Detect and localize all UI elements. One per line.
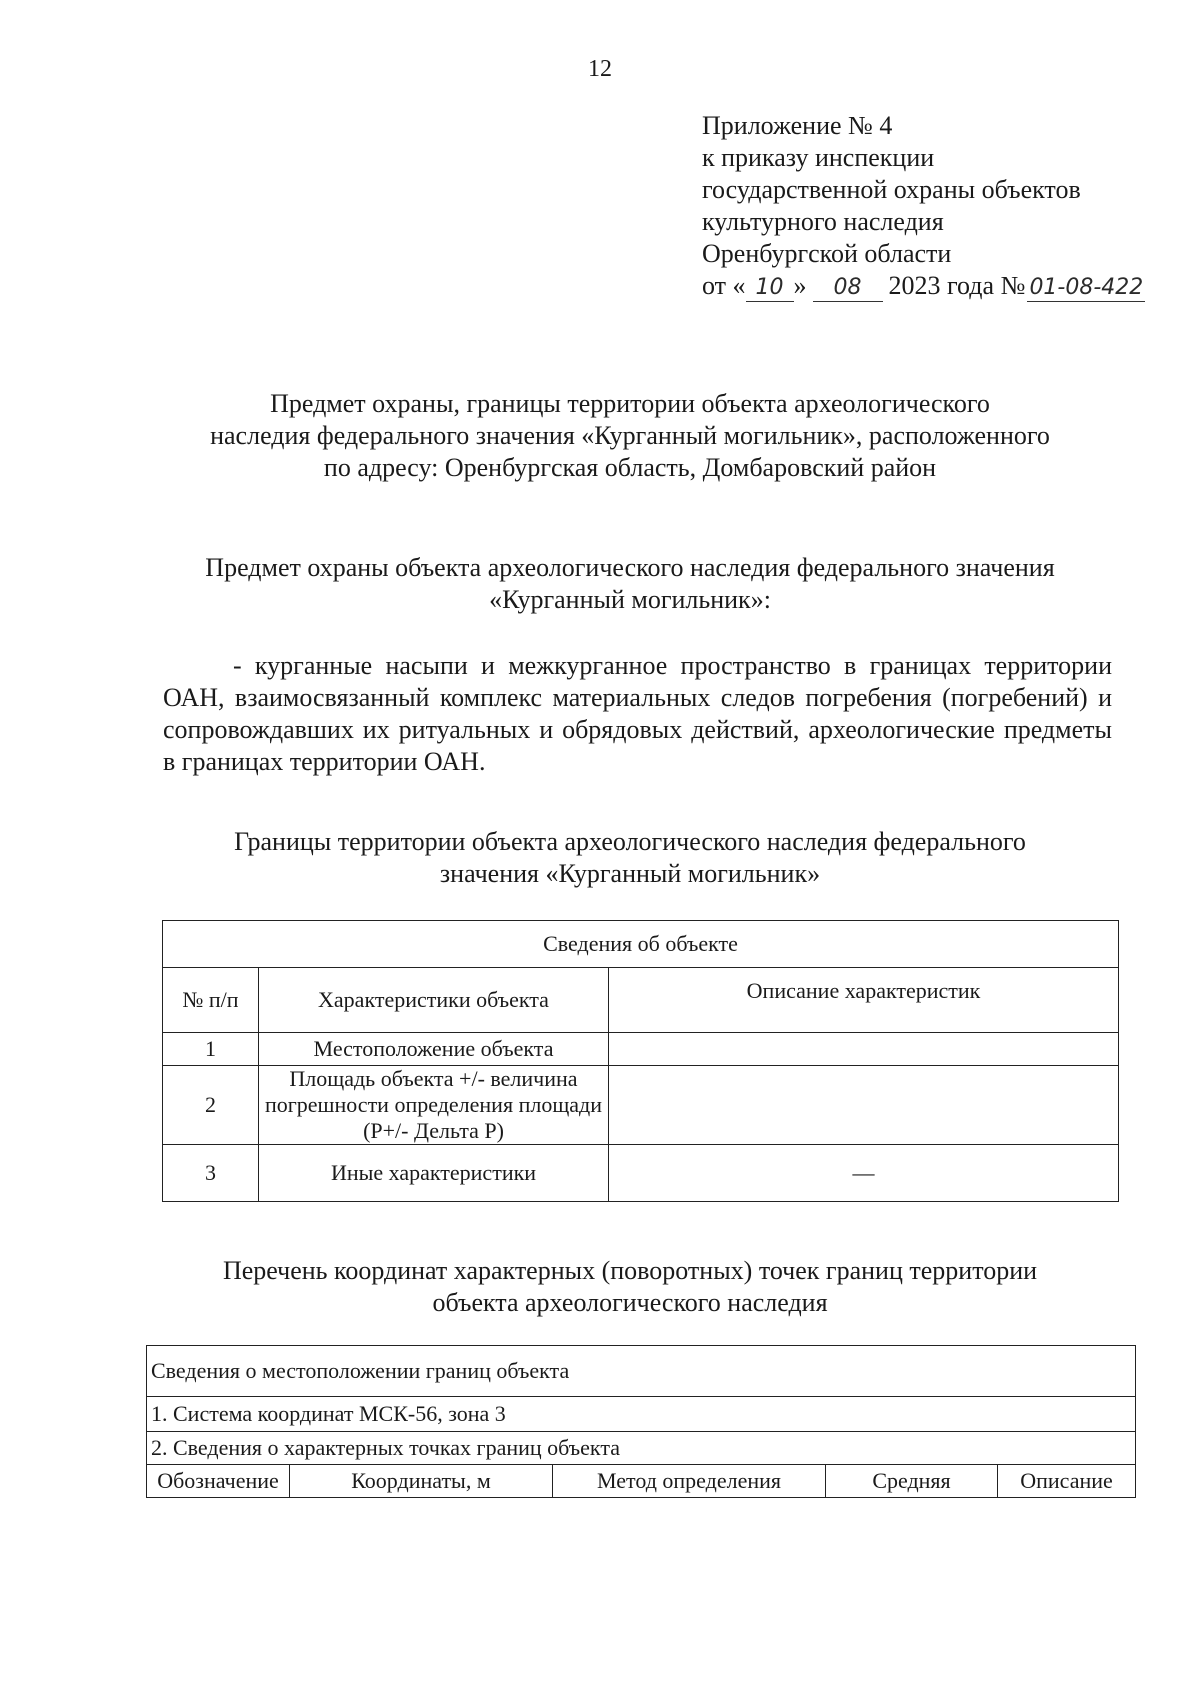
- order-number-handwritten: 01-08-422: [1027, 275, 1145, 302]
- coords-table-row-system: 1. Система координат МСК-56, зона 3: [147, 1397, 1136, 1432]
- title-line-1: Предмет охраны, границы территории объекта археологического: [270, 389, 990, 418]
- row-characteristic: Иные характеристики: [259, 1145, 609, 1202]
- subject-section-title: [150, 552, 1110, 616]
- row-num: 3: [163, 1145, 259, 1202]
- row-description: [609, 1066, 1119, 1145]
- subject-paragraph: - курганные насыпи и межкурганное пространство в границах территории ОАН, взаимосвязанный комплекс материальных следов погребения (погребений) и сопровождавших их ритуальных и обрядовых действий, археологические предметы в границах территории ОАН.: [163, 651, 1112, 776]
- coords-col-method: Метод определения: [553, 1465, 826, 1498]
- object-table-header: Сведения об объекте: [163, 921, 1119, 968]
- row-num: 2: [163, 1066, 259, 1145]
- table-row: [163, 1033, 1119, 1066]
- subject-title-line-1: Предмет охраны объекта археологического наследия федерального значения: [205, 553, 1055, 582]
- coords-table-row-location: Сведения о местоположении границ объекта: [147, 1346, 1136, 1397]
- table-row: [163, 1145, 1119, 1202]
- annex-line-4: культурного наследия: [702, 207, 944, 236]
- coords-col-coordinates: Координаты, м: [290, 1465, 553, 1498]
- bounds-title-line-1: Границы территории объекта археологического наследия федерального: [234, 827, 1026, 856]
- annex-date-line: [702, 270, 1145, 302]
- row-characteristic: Местоположение объекта: [259, 1033, 609, 1066]
- date-month-handwritten: 08: [813, 275, 883, 302]
- annex-block: [702, 110, 1145, 302]
- row-characteristic: Площадь объекта +/- величина погрешности определения площади (Р+/- Дельта Р): [259, 1066, 609, 1145]
- column-header-description: Описание характеристик: [609, 968, 1119, 1033]
- coords-title-line-1: Перечень координат характерных (поворотных) точек границ территории: [222, 1256, 1038, 1285]
- table-row: [163, 1066, 1119, 1145]
- coords-title-line-2: объекта археологического наследия: [432, 1288, 828, 1317]
- date-day-handwritten: 10: [746, 275, 794, 302]
- document-title: [150, 388, 1110, 484]
- bounds-title-line-2: значения «Курганный могильник»: [439, 859, 821, 888]
- title-line-3: по адресу: Оренбургская область, Домбаровский район: [323, 453, 937, 482]
- date-prefix: от «: [702, 271, 746, 300]
- coords-col-mean: Средняя: [826, 1465, 998, 1498]
- title-line-2: наследия федерального значения «Курганный могильник», расположенного: [210, 421, 1050, 450]
- annex-line-5: Оренбургской области: [702, 239, 952, 268]
- page-number: 12: [588, 56, 612, 82]
- coords-table: [146, 1345, 1136, 1498]
- column-header-characteristic: Характеристики объекта: [259, 968, 609, 1033]
- subject-title-line-2: «Курганный могильник»:: [489, 585, 771, 614]
- row-description: —: [609, 1145, 1119, 1202]
- date-year: 2023 года №: [888, 271, 1026, 300]
- object-info-table: [162, 920, 1119, 1202]
- column-header-num: № п/п: [163, 968, 259, 1033]
- coords-section-title: [150, 1255, 1110, 1319]
- coords-col-description: Описание: [998, 1465, 1136, 1498]
- coords-col-designation: Обозначение: [147, 1465, 290, 1498]
- date-mid: »: [793, 271, 807, 300]
- bounds-section-title: [150, 826, 1110, 890]
- row-num: 1: [163, 1033, 259, 1066]
- annex-line-1: Приложение № 4: [702, 111, 893, 140]
- coords-table-row-points: 2. Сведения о характерных точках границ объекта: [147, 1432, 1136, 1465]
- row-description: [609, 1033, 1119, 1066]
- annex-line-2: к приказу инспекции: [702, 143, 935, 172]
- annex-line-3: государственной охраны объектов: [702, 175, 1081, 204]
